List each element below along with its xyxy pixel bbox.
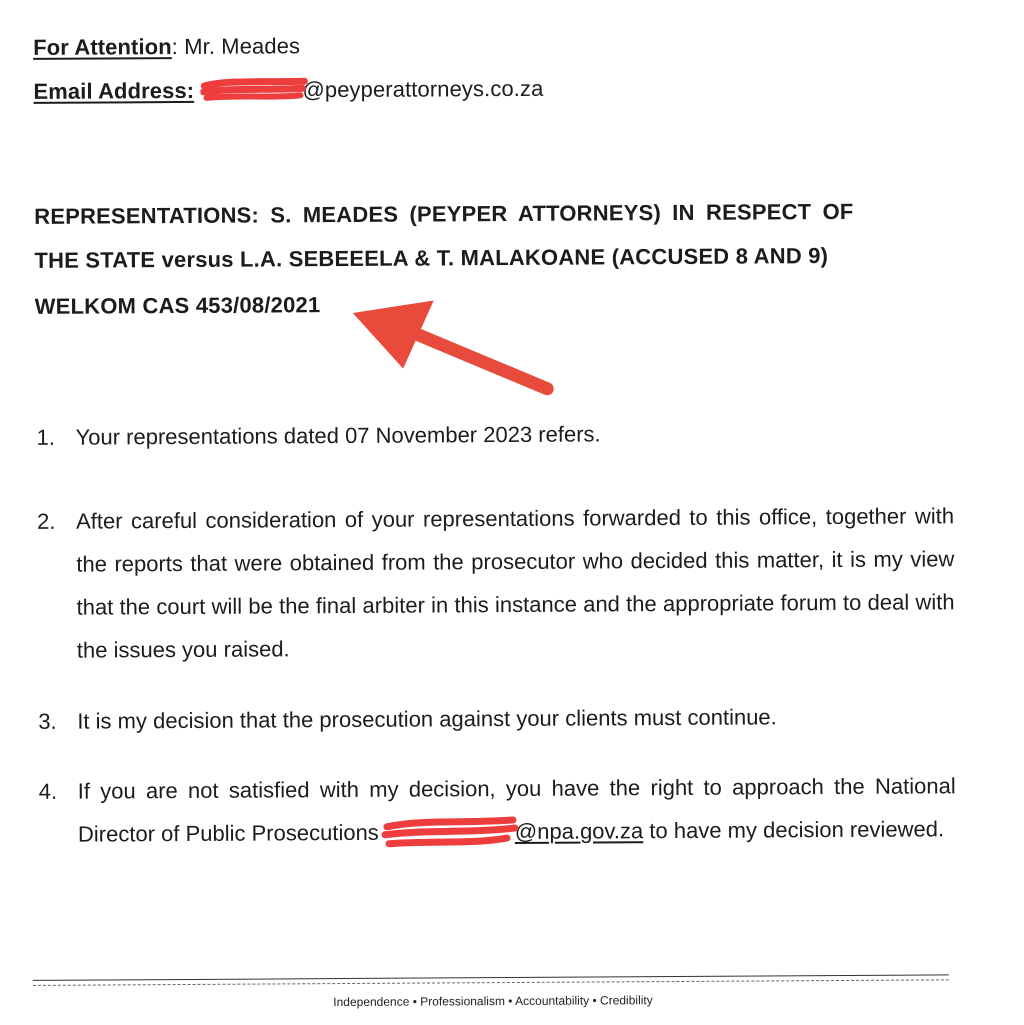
email-visible: @peyperattorneys.co.za — [302, 75, 544, 103]
npa-email-redaction — [387, 820, 515, 847]
attention-label: For Attention — [33, 34, 172, 60]
email-label: Email Address: — [33, 77, 195, 104]
attention-line — [33, 33, 300, 61]
paragraph-number: 4. — [38, 778, 58, 804]
red-arrow-annotation — [339, 290, 570, 411]
paragraph-2 — [36, 494, 957, 663]
title-line-3: WELKOM CAS 453/08/2021 — [34, 292, 321, 319]
paragraph-text-after: to have my decision reviewed. — [649, 816, 945, 844]
paragraph-number: 2. — [36, 508, 56, 534]
footer-rule-secondary — [33, 979, 949, 986]
title-line-2: THE STATE versus L.A. SEBEEELA & T. MALAKOANE (ACCUSED 8 AND 9) — [34, 243, 829, 273]
paragraph-text: After careful consideration of your representations forwarded to this office, together with the reports that were obtained from the prosecutor who decided this matter, it is my view that the court will be the final arbiter in this instance and the appropriate forum to deal with the issues you raised. — [75, 503, 955, 663]
title-line-1: REPRESENTATIONS: S. MEADES (PEYPER ATTORNEYS) IN RESPECT OF — [34, 198, 854, 229]
paragraph-text: It is my decision that the prosecution against your clients must continue. — [77, 704, 777, 734]
paragraph-text: Your representations dated 07 November 2023 refers. — [75, 421, 601, 450]
footer-values: Independence • Professionalism • Accountability • Credibility — [333, 993, 653, 1010]
npa-email-visible[interactable]: @npa.gov.za — [514, 818, 644, 844]
paragraph-number: 1. — [36, 424, 55, 450]
email-redaction — [204, 78, 302, 105]
paragraph-1 — [36, 410, 956, 450]
attention-separator: : — [171, 34, 179, 60]
email-line — [33, 76, 543, 106]
paragraph-3 — [38, 694, 958, 734]
paragraph-text-before: If you are not satisfied with my decision, you have the right to approach the National Director of Public Prosecutions — [77, 773, 956, 847]
paragraph-number: 3. — [38, 708, 57, 734]
paragraph-text — [78, 764, 957, 855]
attention-value: Mr. Meades — [184, 33, 301, 59]
paragraph-4 — [38, 764, 959, 847]
